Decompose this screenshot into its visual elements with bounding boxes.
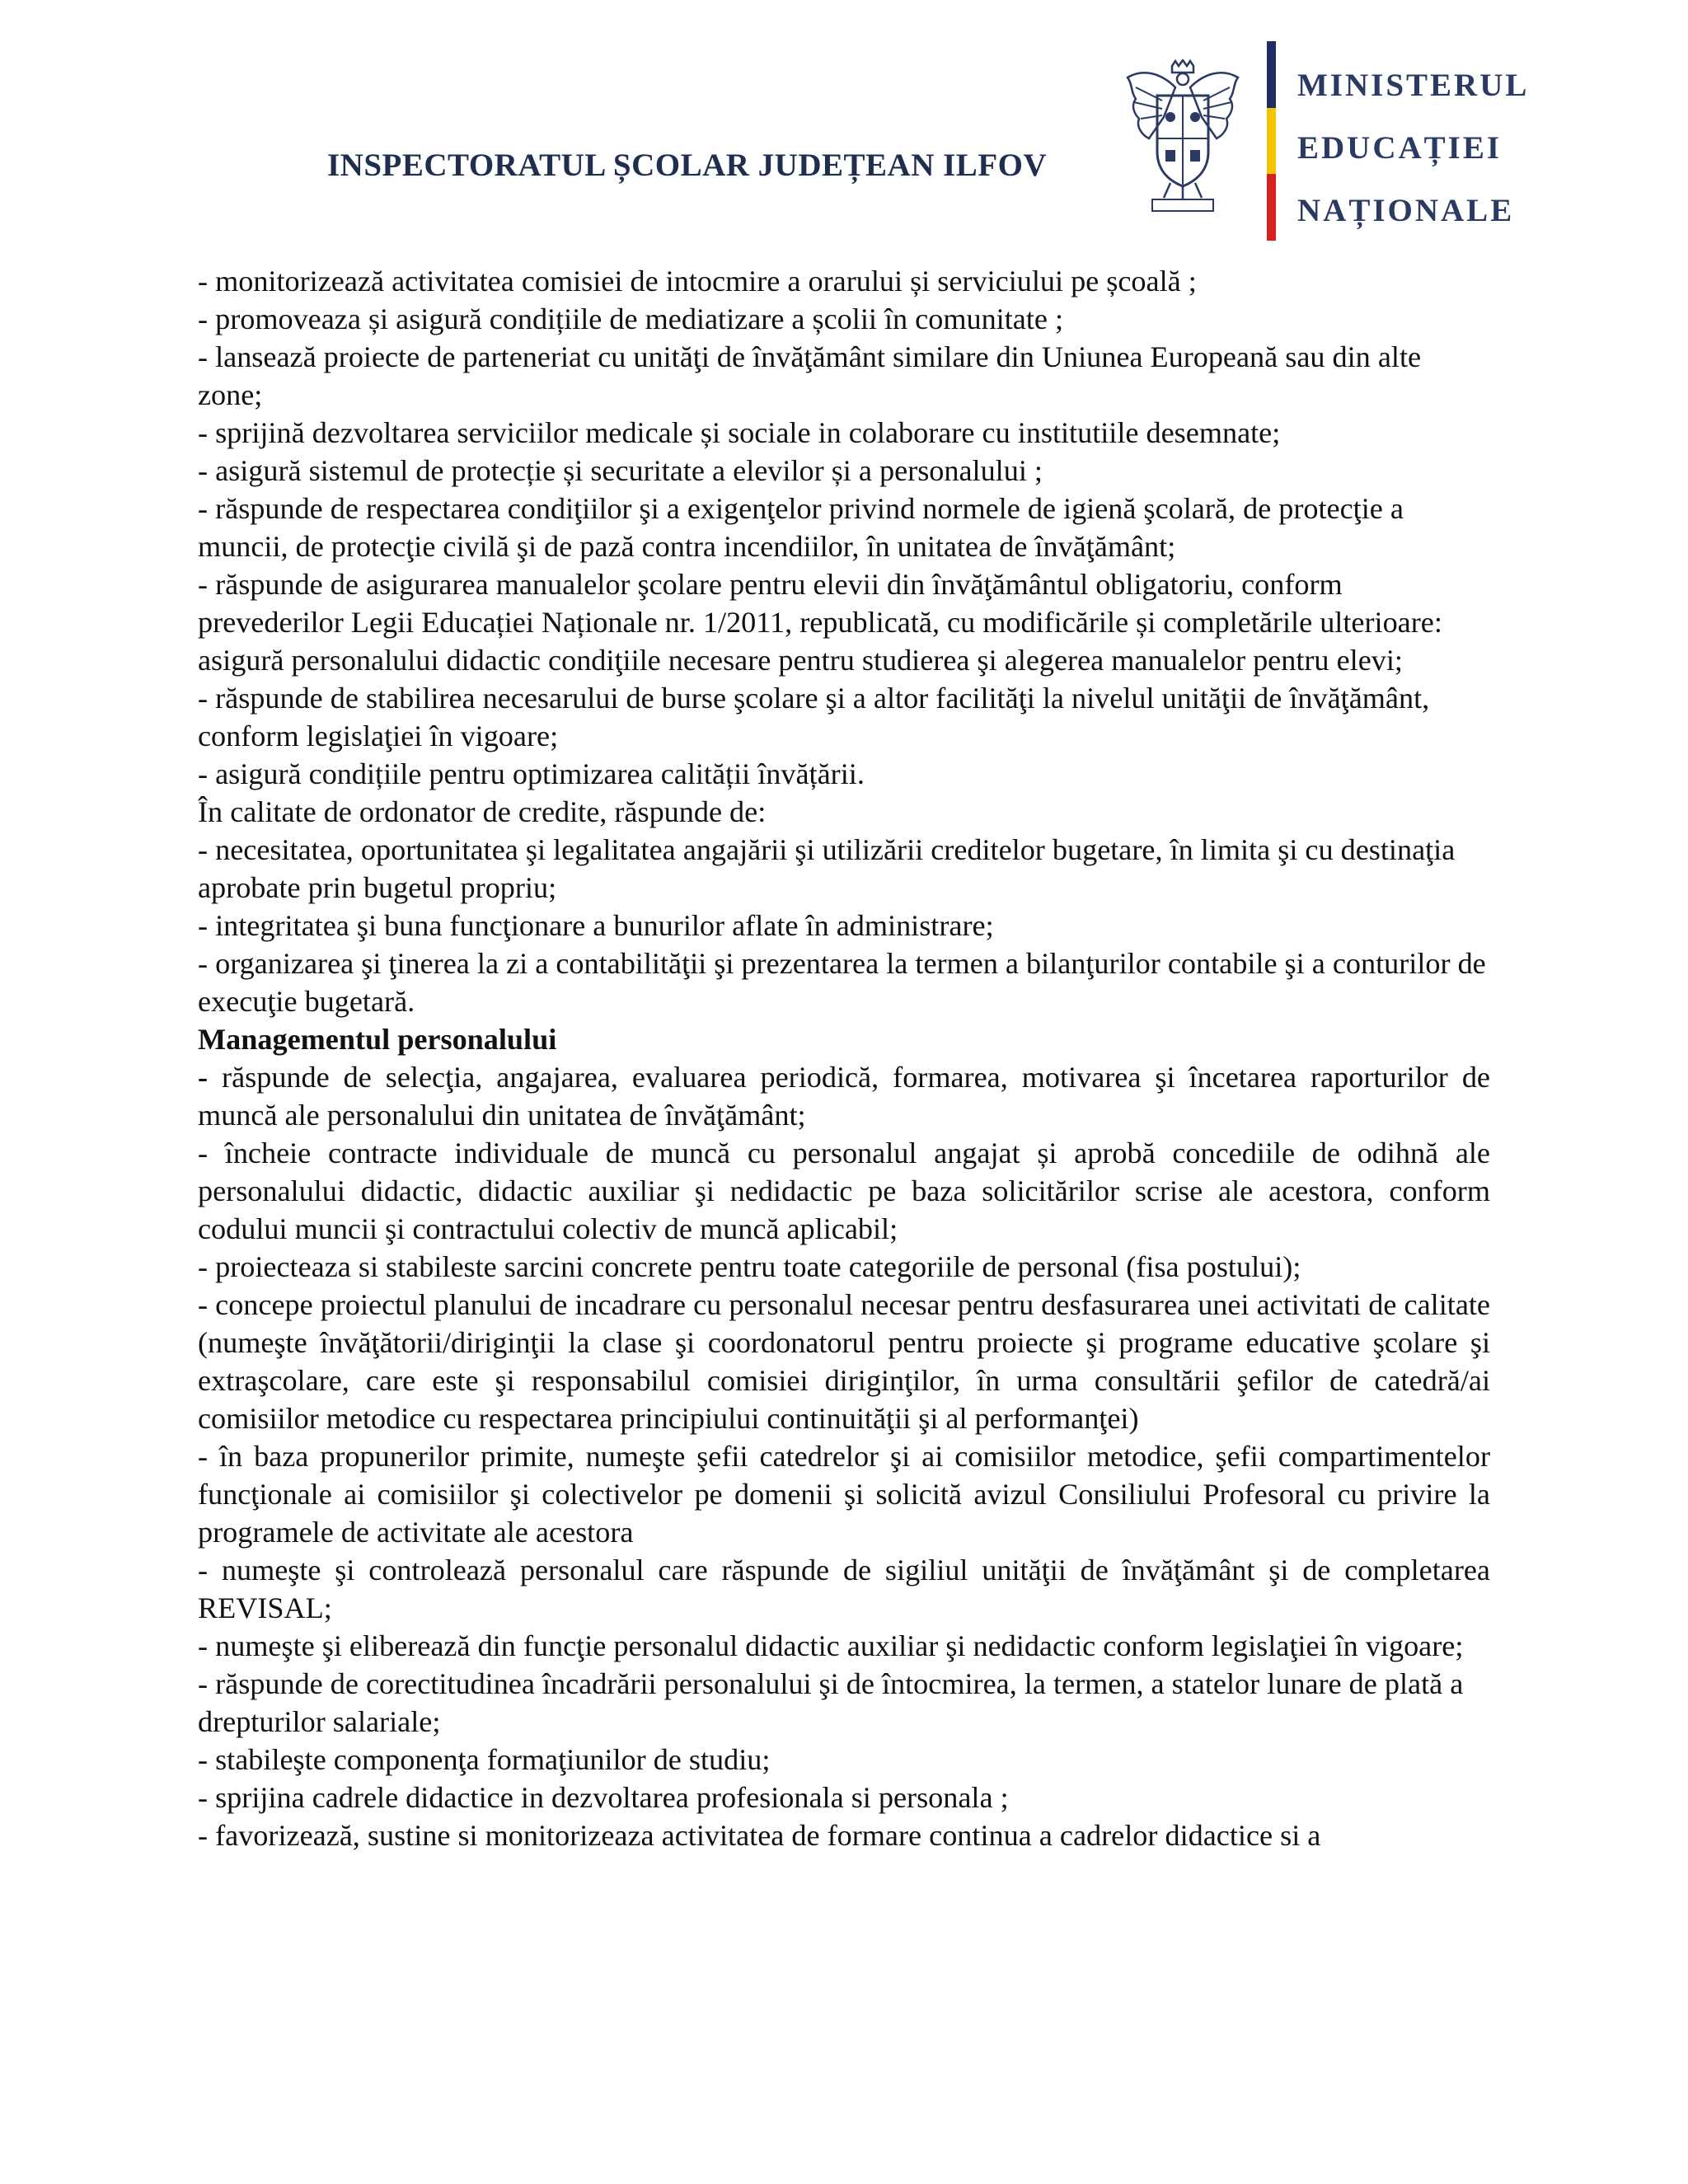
- paragraph: - lansează proiecte de parteneriat cu unităţi de învăţământ similare din Uniunea Europeană sau din alte zone;: [198, 340, 1422, 411]
- paragraph: - asigură condițiile pentru optimizarea calității învățării.: [198, 757, 865, 790]
- document-body: [198, 262, 1490, 1854]
- paragraph: - asigură sistemul de protecție și securitate a elevilor și a personalului ;: [198, 454, 1043, 487]
- paragraph: În calitate de ordonator de credite, răspunde de:: [198, 795, 767, 828]
- paragraph: - numeşte şi eliberează din funcţie personalul didactic auxiliar şi nedidactic conform legislaţiei în vigoare;: [198, 1629, 1464, 1662]
- paragraph: - integritatea şi buna funcţionare a bunurilor aflate în administrare;: [198, 909, 994, 942]
- paragraph: - în baza propunerilor primite, numeşte şefii catedrelor şi ai comisiilor metodice, şefii compartimentelor funcţionale ai comisiilor şi colectivelor pe domenii şi solicită avizul Consiliului Profesoral cu privire la programele de activitate ale acestora: [198, 1440, 1490, 1549]
- paragraph: - promoveaza și asigură condițiile de mediatizare a școlii în comunitate ;: [198, 302, 1064, 335]
- paragraph: - necesitatea, oportunitatea şi legalitatea angajării şi utilizării creditelor bugetare, în limita şi cu destinaţia aprobate prin bugetul propriu;: [198, 833, 1456, 904]
- paragraph: - răspunde de asigurarea manualelor şcolare pentru elevii din învăţământul obligatoriu, conform prevederilor Legii Educației Naționale nr. 1/2011, republicată, cu modificările și completările ulterioare: asigură personalului didactic condiţiile necesare pentru studierea şi alegerea manualelor pentru elevi;: [198, 568, 1442, 677]
- paragraph: - organizarea şi ţinerea la zi a contabilităţii şi prezentarea la termen a bilanţurilor contabile şi a conturilor de execuţie bugetară.: [198, 947, 1486, 1018]
- paragraph: - monitorizează activitatea comisiei de intocmire a orarului și serviciului pe școală ;: [198, 265, 1197, 298]
- romania-coat-of-arms-icon: [1121, 59, 1245, 216]
- paragraph: - răspunde de stabilirea necesarului de burse şcolare şi a altor facilităţi la nivelul unităţii de învăţământ, conform legislaţiei în vigoare;: [198, 682, 1430, 752]
- paragraph: - sprijina cadrele didactice in dezvoltarea profesionala si personala ;: [198, 1781, 1009, 1814]
- paragraph: - favorizează, sustine si monitorizeaza activitatea de formare continua a cadrelor didactice si a: [198, 1819, 1321, 1852]
- paragraph: - sprijină dezvoltarea serviciilor medicale și sociale in colaborare cu institutiile desemnate;: [198, 416, 1281, 449]
- paragraph-text: răspunde de selecţia, angajarea, evaluarea periodică, formarea, motivarea şi încetarea raporturilor de muncă ale personalului din unitatea de învăţământ;: [198, 1061, 1490, 1132]
- paragraph: - încheie contracte individuale de muncă cu personalul angajat și aprobă concediile de odihnă ale personalului didactic, didactic auxiliar şi nedidactic pe baza solicitărilor scrise ale acestora, conform codului muncii şi contractului colectiv de muncă aplicabil;: [198, 1137, 1490, 1245]
- page-header: [0, 0, 1688, 247]
- paragraph: - răspunde de respectarea condiţiilor şi a exigenţelor privind normele de igienă şcolară, de protecţie a muncii, de protecţie civilă şi de pază contra incendiilor, în unitatea de învăţământ;: [198, 492, 1404, 563]
- tricolor-red: [1267, 174, 1276, 241]
- section-heading: Managementul personalului: [198, 1023, 557, 1056]
- paragraph: - concepe proiectul planului de incadrare cu personalul necesar pentru desfasurarea unei activitati de calitate (numeşte învăţătorii/diriginţii la clase şi coordonatorul pentru proiecte şi programe educative şcolare şi extraşcolare, care este şi responsabilul comisiei diriginţilor, în urma consultării şefilor de catedră/ai comisiilor metodice cu respectarea principiului continuităţii şi al performanţei): [198, 1288, 1490, 1435]
- paragraph: - numeşte şi controlează personalul care răspunde de sigiliul unităţii de învăţământ şi de completarea REVISAL;: [198, 1554, 1490, 1624]
- inspectorate-title: INSPECTORATUL ȘCOLAR JUDEȚEAN ILFOV: [327, 148, 1048, 183]
- tricolor-blue: [1267, 41, 1276, 108]
- tricolor-yellow: [1267, 108, 1276, 175]
- paragraph: [198, 1058, 1490, 1134]
- ministry-line-2: EDUCAȚIEI: [1297, 130, 1503, 166]
- paragraph: - stabileşte componenţa formaţiunilor de studiu;: [198, 1743, 771, 1776]
- ministry-line-1: MINISTERUL: [1297, 68, 1530, 103]
- paragraph-dash: -: [198, 1061, 209, 1094]
- romanian-tricolor-bar: [1267, 41, 1276, 241]
- paragraph: - proiecteaza si stabileste sarcini concrete pentru toate categoriile de personal (fisa postului);: [198, 1250, 1301, 1283]
- paragraph: - răspunde de corectitudinea încadrării personalului şi de întocmirea, la termen, a statelor lunare de plată a drepturilor salariale;: [198, 1667, 1464, 1738]
- ministry-line-3: NAȚIONALE: [1297, 193, 1515, 228]
- ministry-logo-text: [1297, 54, 1529, 242]
